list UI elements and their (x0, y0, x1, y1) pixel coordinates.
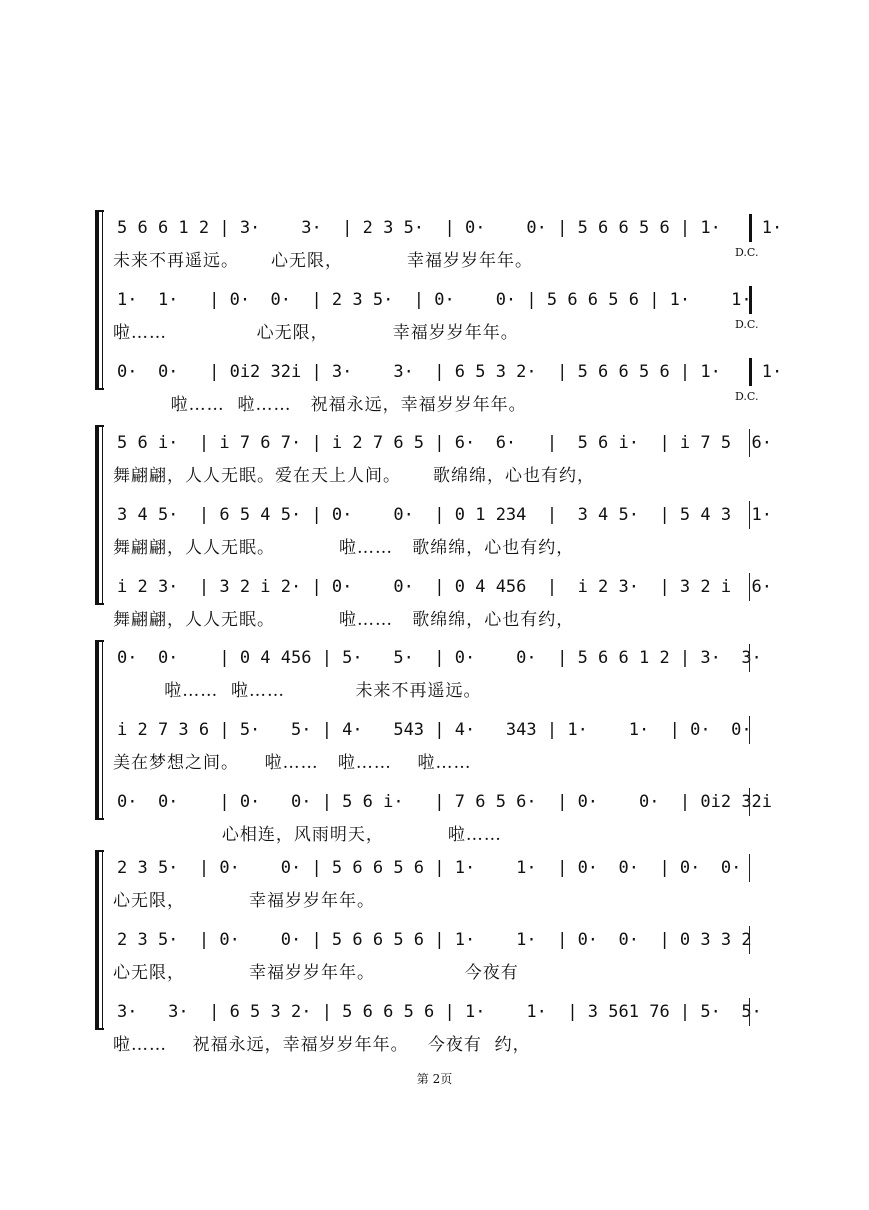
score-part-row (95, 784, 773, 846)
end-barline (749, 926, 750, 954)
score-system (95, 850, 762, 1055)
score-part-row (95, 640, 762, 702)
notation-line: 3· 3· | 6 5 3 2· | 5 6 6 5 6 | 1· 1· | 3 561 76 | 5· 5· (117, 1002, 762, 1022)
end-barline (749, 501, 750, 529)
notation-line: 5 6 i· | i 7 6 7· | i 2 7 6 5 | 6· 6· | 5 6 i· | i 7 5 6· (117, 433, 773, 453)
score-part-row (95, 282, 759, 344)
lyric-line: 啦…… 啦…… 未来不再遥远。 (113, 681, 482, 701)
notation-line: 3 4 5· | 6 5 4 5· | 0· 0· | 0 1 234 | 3 4 5· | 5 4 3 1· (117, 505, 773, 525)
score-system (95, 425, 773, 630)
notation-line: 0· 0· | 0i2 3̇2i | 3· 3· | 6 5 3 2· | 5 6 6 5 6 | 1· 1· (117, 362, 783, 382)
score-part-row (95, 850, 755, 912)
notation-line: 1· 1· | 0· 0· | 2 3 5· | 0· 0· | 5 6 6 5 6 | 1· 1· (117, 290, 752, 310)
page-number: 第 2页 (416, 1072, 453, 1086)
lyric-line: 舞翩翩，人人无眠。 啦…… 歌绵绵，心也有约， (113, 610, 575, 630)
score-system (95, 210, 783, 415)
final-barline (749, 358, 752, 386)
score-part-row (95, 425, 773, 487)
final-barline (749, 286, 752, 314)
lyric-line: 啦…… 心无限， 幸福岁岁年年。 (113, 323, 519, 343)
end-barline (749, 998, 750, 1026)
notation-line: i 2 7 3 6 | 5· 5· | 4· 543 | 4· 343 | 1· 1· | 0· 0· (117, 720, 752, 740)
score-part-row (95, 569, 773, 631)
score-part-row (95, 354, 783, 416)
notation-line: 0· 0· | 0 4 456 | 5· 5· | 0· 0· | 5 6 6 1 2 | 3· 3· (117, 648, 762, 668)
lyric-line: 啦…… 啦…… 祝福永远，幸福岁岁年年。 (113, 395, 527, 415)
end-barline (749, 716, 750, 744)
end-barline (749, 644, 750, 672)
lyric-line: 心相连，风雨明天， 啦…… (113, 825, 502, 845)
notation-line: 0· 0· | 0· 0· | 5 6 i· | 7 6 5 6· | 0· 0· | 0i2 3̇2i (117, 792, 773, 812)
score-system (95, 640, 773, 845)
score-part-row (95, 497, 773, 559)
da-capo-mark: D.C. (735, 390, 759, 403)
notation-line: 2 3 5· | 0· 0· | 5 6 6 5 6 | 1· 1· | 0· 0· | 0· 0· (117, 858, 742, 878)
da-capo-mark: D.C. (735, 246, 759, 259)
end-barline (749, 429, 750, 457)
score-part-row (95, 210, 783, 272)
lyric-line: 舞翩翩，人人无眠。 啦…… 歌绵绵，心也有约， (113, 538, 575, 558)
lyric-line: 未来不再遥远。 心无限， 幸福岁岁年年。 (113, 251, 534, 271)
lyric-line: 美在梦想之间。 啦…… 啦…… 啦…… (113, 753, 472, 773)
final-barline (749, 214, 752, 242)
da-capo-mark: D.C. (735, 318, 759, 331)
score-part-row (95, 922, 755, 984)
lyric-line: 啦…… 祝福永远，幸福岁岁年年。 今夜有 约， (113, 1035, 531, 1055)
lyric-line: 心无限， 幸福岁岁年年。 今夜有 (113, 963, 519, 983)
notation-line: 2 3 5· | 0· 0· | 5 6 6 5 6 | 1· 1· | 0· 0· | 0 3 3 2 (117, 930, 752, 950)
lyric-line: 舞翩翩，人人无眠。爱在天上人间。 歌绵绵，心也有约， (113, 466, 596, 486)
score-part-row (95, 994, 762, 1056)
lyric-line: 心无限， 幸福岁岁年年。 (113, 891, 376, 911)
score-part-row (95, 712, 755, 774)
notation-line: 5 6 6 1 2 | 3· 3· | 2 3 5· | 0· 0· | 5 6 6 5 6 | 1· 1· (117, 218, 783, 238)
end-barline (749, 573, 750, 601)
notation-line: i 2 3· | 3 2 i 2· | 0· 0· | 0 4 456 | i 2 3· | 3 2 i 6· (117, 577, 773, 597)
end-barline (749, 788, 750, 816)
end-barline (749, 854, 750, 882)
